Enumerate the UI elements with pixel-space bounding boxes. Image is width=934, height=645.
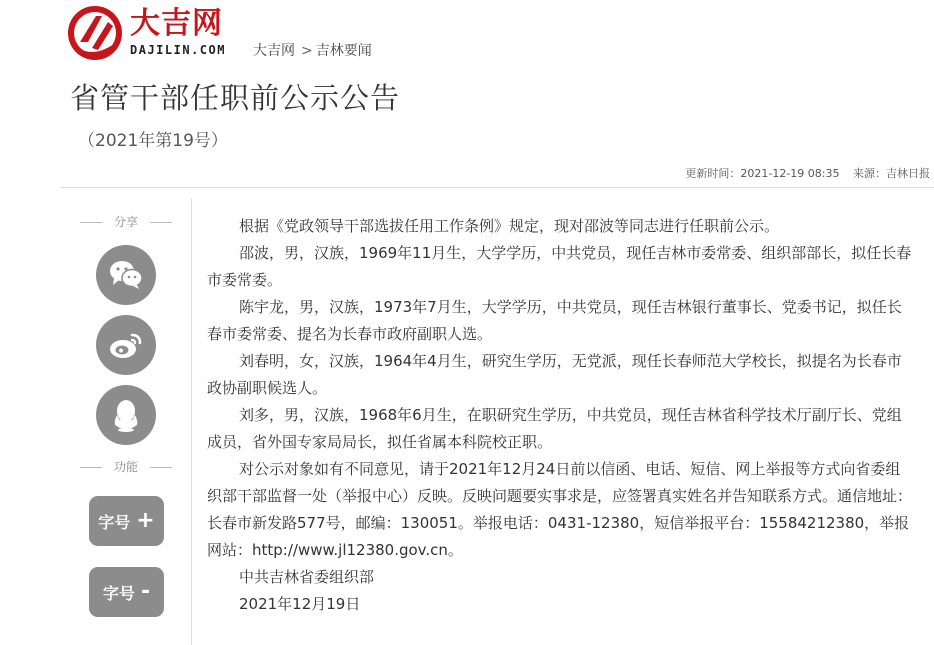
breadcrumb-home-link[interactable]: 大吉网 (253, 43, 295, 59)
label-dash-left (80, 467, 102, 468)
source-label: 来源： (853, 167, 886, 180)
breadcrumb (253, 40, 372, 60)
site-logo[interactable] (66, 4, 234, 62)
label-dash-right (150, 467, 172, 468)
font-increase-button[interactable] (89, 496, 164, 546)
qq-icon (111, 397, 141, 433)
share-qq-button[interactable] (96, 385, 156, 445)
font-decrease-button[interactable] (89, 567, 164, 617)
page-subtitle: （2021年第19号） (78, 131, 228, 151)
article-paragraph: 邵波，男，汉族，1969年11月生，大学学历，中共党员，现任吉林市委常委、组织部部长，拟任长春市委常委。 (207, 244, 912, 289)
dajilin-logo-icon (66, 4, 124, 62)
function-label-text: 功能 (113, 460, 138, 474)
share-weibo-button[interactable] (96, 315, 156, 375)
update-time: 2021-12-19 08:35 (740, 167, 840, 180)
function-section-label (76, 458, 176, 475)
article-paragraph: 对公示对象如有不同意见，请于2021年12月24日前以信函、电话、短信、网上举报等方式向省委组织部干部监督一处（举报中心）反映。反映问题要实事求是，应签署真实姓名并告知联系方式。通信地址：长春市新发路577号，邮编：130051。举报电话：0431-12380，短信举报平台：15584212380，举报网站：http://www.jl12380.gov.cn。 (207, 460, 913, 559)
article-paragraph: 根据《党政领导干部选拔任用工作条例》规定，现对邵波等同志进行任职前公示。 (239, 217, 780, 235)
breadcrumb-separator: > (301, 43, 313, 59)
article-paragraph: 刘春明，女，汉族，1964年4月生，研究生学历，无党派，现任长春师范大学校长，拟提名为长春市政协副职候选人。 (207, 352, 902, 397)
sidebar-divider (191, 198, 192, 645)
weibo-icon (108, 329, 144, 361)
minus-icon: - (140, 579, 151, 604)
article-meta (681, 165, 930, 181)
share-label-text: 分享 (113, 215, 138, 229)
source-name: 吉林日报 (886, 167, 930, 180)
logo-domain: DAJILIN.COM (130, 43, 226, 57)
article-paragraph: 刘多，男，汉族，1968年6月生，在职研究生学历，中共党员，现任吉林省科学技术厅副厅长、党组成员，省外国专家局局长，拟任省属本科院校正职。 (207, 406, 902, 451)
breadcrumb-section-link[interactable]: 吉林要闻 (315, 43, 372, 59)
plus-icon: + (136, 508, 155, 533)
label-dash-left (80, 222, 102, 223)
share-section-label (76, 213, 176, 230)
font-decrease-label: 字号 (102, 583, 135, 603)
share-wechat-button[interactable] (96, 245, 156, 305)
wechat-icon (108, 259, 144, 291)
article-date: 2021年12月19日 (239, 595, 361, 613)
font-increase-label: 字号 (98, 512, 131, 532)
page-title: 省管干部任职前公示公告 (70, 81, 401, 115)
article-signature: 中共吉林省委组织部 (239, 568, 375, 586)
article-body (207, 213, 912, 618)
update-time-label: 更新时间： (685, 167, 741, 180)
label-dash-right (150, 222, 172, 223)
article-paragraph: 陈宇龙，男，汉族，1973年7月生，大学学历，中共党员，现任吉林银行董事长、党委书记，拟任长春市委常委、提名为长春市政府副职人选。 (207, 298, 902, 343)
logo-text: 大吉网 (130, 6, 223, 41)
header-divider (60, 187, 934, 188)
